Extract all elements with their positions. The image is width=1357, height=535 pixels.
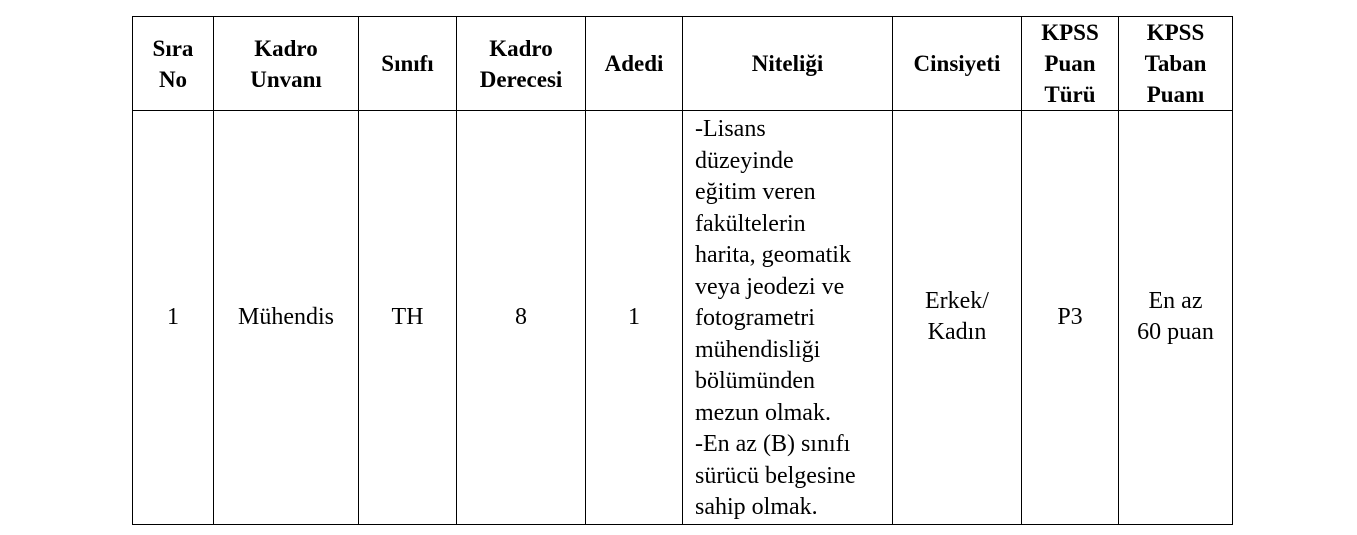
header-adedi: Adedi	[586, 17, 683, 111]
qualification-line: sürücü belgesine	[695, 462, 856, 489]
cell-sinifi: TH	[359, 111, 457, 525]
cell-sira-no: 1	[133, 111, 214, 525]
header-kadro-derecesi: Kadro Derecesi	[457, 17, 586, 111]
qualification-line: düzeyinde	[695, 147, 794, 174]
table-row	[133, 111, 1233, 525]
header-cinsiyeti: Cinsiyeti	[893, 17, 1022, 111]
header-kpss-puan-turu: KPSS Puan Türü	[1022, 17, 1119, 111]
cell-kadro-derecesi: 8	[457, 111, 586, 525]
qualification-line: -En az (B) sınıfı	[695, 431, 851, 457]
qualification-line: mezun olmak.	[695, 399, 831, 426]
cell-kpss-taban-puani: En az 60 puan	[1119, 111, 1233, 525]
qualification-line: -Lisans	[695, 116, 766, 142]
cell-niteligi	[683, 111, 893, 525]
qualification-line: veya jeodezi ve	[695, 273, 845, 300]
cell-adedi: 1	[586, 111, 683, 525]
cell-kadro-unvani: Mühendis	[214, 111, 359, 525]
qualification-line: harita, geomatik	[695, 242, 851, 268]
qualification-line: mühendisliği	[695, 336, 821, 363]
header-niteligi: Niteliği	[683, 17, 893, 111]
qualification-line: eğitim veren	[695, 179, 816, 205]
qualification-line: bölümünden	[695, 368, 815, 394]
qualification-line: fakültelerin	[695, 210, 806, 237]
cell-kpss-puan-turu: P3	[1022, 111, 1119, 525]
cell-cinsiyeti: Erkek/ Kadın	[893, 111, 1022, 525]
header-sinifi: Sınıfı	[359, 17, 457, 111]
qualification-line: fotogrametri	[695, 305, 815, 331]
header-row	[133, 17, 1233, 111]
qualification-line: sahip olmak.	[695, 494, 818, 520]
header-sira-no: Sıra No	[133, 17, 214, 111]
header-kadro-unvani: Kadro Unvanı	[214, 17, 359, 111]
header-kpss-taban-puani: KPSS Taban Puanı	[1119, 17, 1233, 111]
staff-requirements-table	[132, 16, 1233, 525]
